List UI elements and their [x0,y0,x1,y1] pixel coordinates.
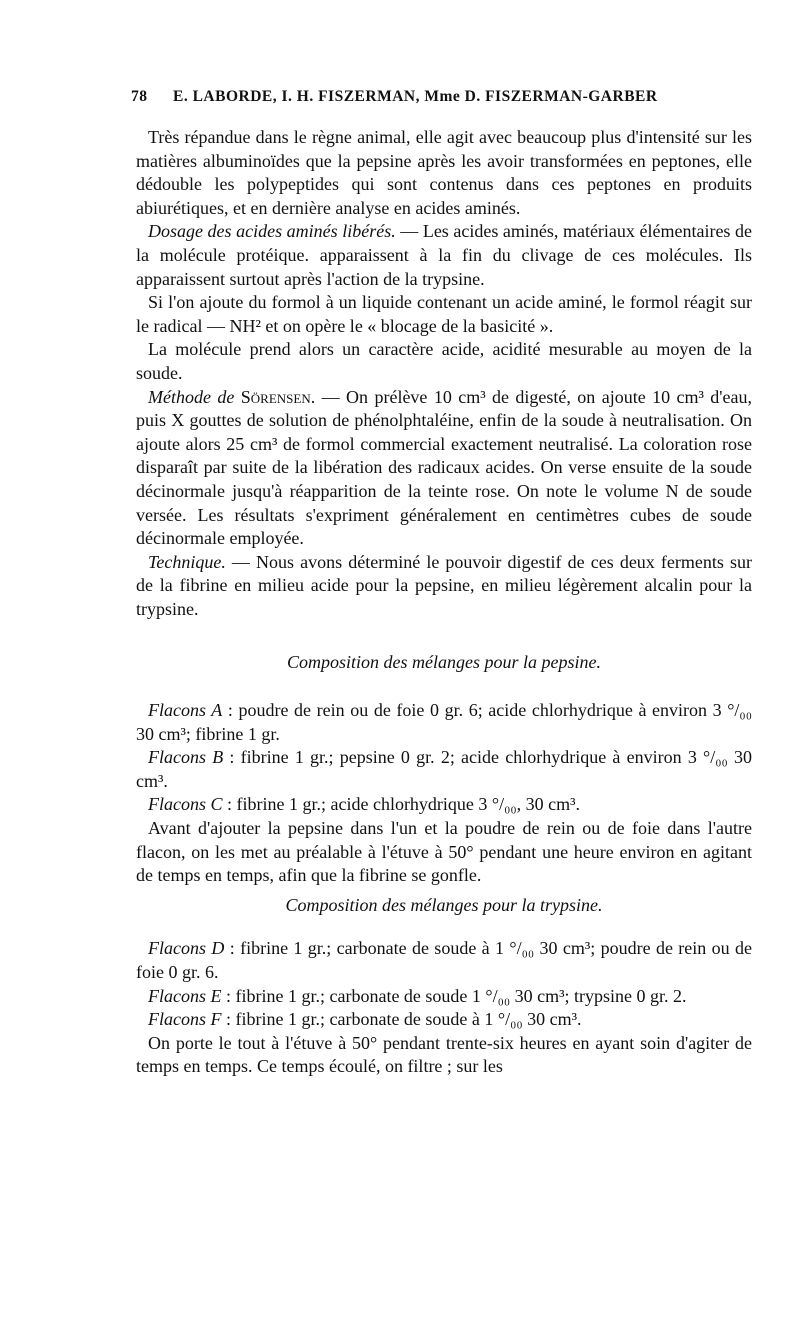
methode-title-name: Sörensen. [240,386,316,407]
running-header [131,88,761,106]
flacon-d [136,937,752,984]
dosage-paragraph [136,220,752,291]
flacon-d-label: Flacons D [148,938,225,959]
flacon-b-label: Flacons B [148,747,224,768]
technique-text: — Nous avons déterminé le pouvoir digestif de ces deux ferments sur de la fibrine en milieu acide pour la pepsine, en milieu légèrement alcalin pour la trypsine. [136,551,752,619]
dosage-title: Dosage des acides aminés libérés. [148,221,396,242]
flacon-e-label: Flacons E [148,985,222,1006]
flacon-c [136,793,752,817]
flacon-f-text: : fibrine 1 gr.; carbonate de soude à 1 °/₀₀ 30 cm³. [221,1009,582,1030]
flacon-a-label: Flacons A [148,700,223,721]
methode-paragraph [136,386,752,551]
body-text [136,126,752,1079]
molecule-paragraph: La molécule prend alors un caractère acide, acidité mesurable au moyen de la soude. [136,339,752,383]
flacon-e-text: : fibrine 1 gr.; carbonate de soude 1 °/₀₀ 30 cm³; trypsine 0 gr. 2. [221,985,687,1006]
trypsine-note: On porte le tout à l'étuve à 50° pendant trente-six heures en ayant soin d'agiter de temps en temps. Ce temps écoulé, on filtre ; sur les [136,1032,752,1077]
technique-paragraph [136,551,752,622]
dosage-text: — Les acides aminés, matériaux élémentaires de la molécule protéique. apparaissent à la fin du clivage de ces molécules. Ils apparaissent surtout après l'action de la trypsine. [136,221,752,289]
flacon-c-label: Flacons C [148,794,223,815]
formol-paragraph: Si l'on ajoute du formol à un liquide contenant un acide aminé, le formol réagit sur le radical — NH² et on opère le « blocage de la basicité ». [136,292,752,336]
flacon-f-label: Flacons F [148,1009,222,1030]
pepsine-note: Avant d'ajouter la pepsine dans l'un et la poudre de rein ou de foie dans l'autre flacon, on les met au préalable à l'étuve à 50° pendant une heure environ en agitant de temps en temps, afin que la fibrine se gonfle. [136,818,752,886]
header-authors: E. LABORDE, I. H. FISZERMAN, Mme D. FISZERMAN-GARBER [173,88,658,105]
pepsine-caption: Composition des mélanges pour la pepsine. [287,652,601,673]
methode-title-prefix: Méthode de [148,386,235,407]
flacon-a-text: : poudre de rein ou de foie 0 gr. 6; acide chlorhydrique à environ 3 °/₀₀ 30 cm³; fibrine 1 gr. [136,700,752,744]
flacon-b [136,746,752,793]
flacon-e [136,985,752,1009]
flacon-b-text: : fibrine 1 gr.; pepsine 0 gr. 2; acide chlorhydrique à environ 3 °/₀₀ 30 cm³. [136,747,752,791]
trypsine-caption: Composition des mélanges pour la trypsine. [285,894,603,915]
intro-paragraph: Très répandue dans le règne animal, elle agit avec beaucoup plus d'intensité sur les matières albuminoïdes que la pepsine après les avoir transformées en peptones, elle dédouble les polypeptides qui sont contenus dans ces peptones en produits abiurétiques, et en dernière analyse en acides aminés. [136,127,752,218]
methode-text: — On prélève 10 cm³ de digesté, on ajoute 10 cm³ d'eau, puis X gouttes de solution de phénolphtaléine, enfin de la soude à neutralisation. On ajoute alors 25 cm³ de formol commercial exactement neutralisé. La coloration rose disparaît par suite de la libération des radicaux acides. On verse ensuite de la soude décinormale jusqu'à réapparition de la teinte rose. On note le volume N de soude versée. Les résultats s'expriment généralement en centimètres cubes de soude décinormale employée. [136,386,752,549]
flacon-f [136,1008,752,1032]
flacon-d-text: : fibrine 1 gr.; carbonate de soude à 1 °/₀₀ 30 cm³; poudre de rein ou de foie 0 gr. 6. [136,938,752,982]
flacon-a [136,699,752,746]
technique-title: Technique. [148,551,226,572]
page-number: 78 [131,88,148,105]
flacon-c-text: : fibrine 1 gr.; acide chlorhydrique 3 °/₀₀, 30 cm³. [222,794,581,815]
